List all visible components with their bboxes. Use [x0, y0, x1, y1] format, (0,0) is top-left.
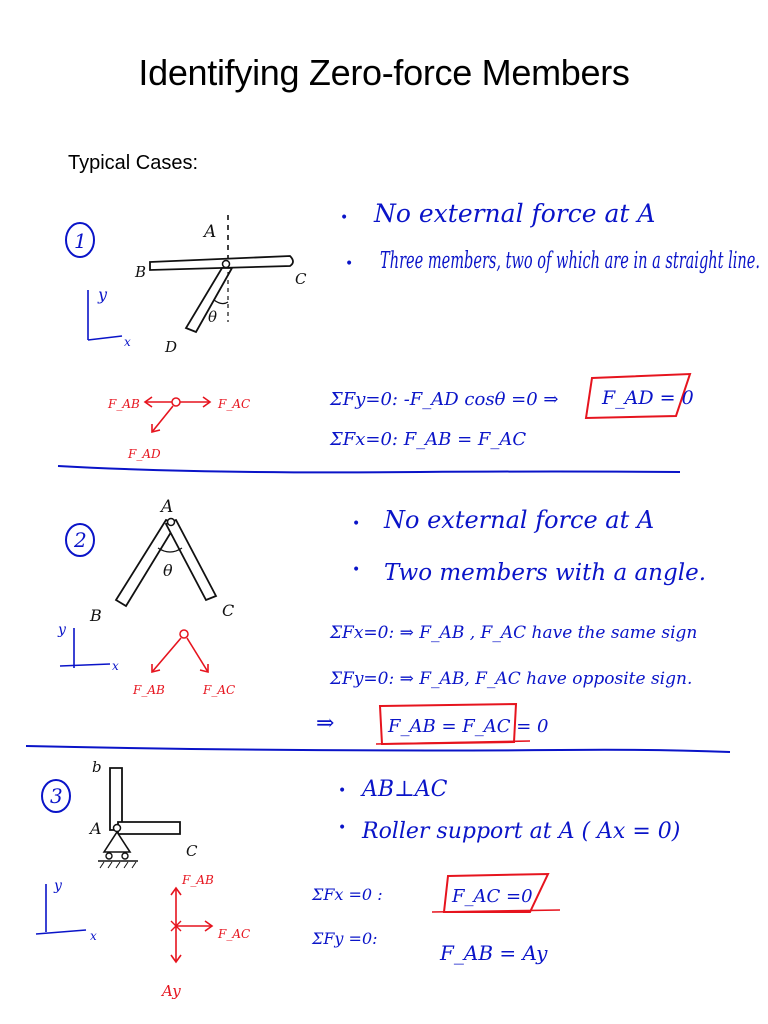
fbd-force-ay: Ay: [162, 982, 181, 1000]
label-b: B: [90, 606, 102, 625]
label-theta: θ: [163, 561, 173, 580]
case-2-notes: [352, 506, 706, 586]
label-b: b: [92, 758, 102, 776]
label-b: B: [135, 263, 147, 281]
case-3-eq-1: ΣFx =0 :: [312, 885, 383, 904]
divider-1: [58, 466, 680, 472]
case-1-axes: [88, 285, 131, 349]
case-1-fbd: [107, 397, 250, 461]
case-3-truss: [88, 758, 198, 868]
case-1: [66, 199, 760, 461]
label-a: A: [204, 222, 217, 242]
joint-a: [168, 519, 175, 526]
case-2-note-2: Two members with a angle.: [384, 560, 706, 586]
case-3-axes: [36, 878, 97, 943]
member-ac: [166, 520, 216, 600]
case-2-fbd: [132, 630, 235, 697]
case-3-notes: [338, 777, 680, 844]
case-2-axes: [57, 622, 119, 673]
case-1-note-1: No external force at A: [374, 199, 656, 228]
joint-a: [114, 825, 121, 832]
implies-arrow: ⇒: [316, 711, 335, 736]
case-1-eq-1: ΣFy=0: -F_AD cosθ =0 ⇒: [330, 389, 559, 410]
fbd-force-ac: F_AC: [203, 683, 236, 697]
fbd-force-ad: F_AD: [128, 447, 161, 461]
axis-x-label: x: [90, 929, 97, 943]
case-3-result: F_AC =0: [452, 886, 533, 907]
case-3-note-1: AB⊥AC: [362, 777, 448, 802]
case-3-fbd: [160, 873, 250, 1000]
svg-text:•: •: [345, 256, 354, 272]
svg-text:•: •: [340, 210, 349, 226]
roller-support: [104, 832, 130, 852]
svg-text:•: •: [338, 783, 347, 799]
label-theta: θ: [208, 308, 218, 326]
page-subtitle: Typical Cases:: [68, 152, 199, 174]
label-c: C: [186, 842, 198, 860]
case-1-notes: [340, 199, 760, 274]
svg-text:•: •: [352, 516, 361, 532]
label-c: C: [295, 270, 307, 288]
case-3-note-2: Roller support at A ( Ax = 0): [362, 819, 681, 844]
label-d: D: [165, 338, 178, 356]
case-2: [57, 497, 706, 744]
case-1-note-2: Three members, two of which are in a straight line.: [380, 248, 760, 274]
divider-2: [26, 746, 730, 752]
axis-y-label: y: [98, 285, 108, 304]
axis-x-label: x: [112, 659, 119, 673]
case-3-number: 3: [50, 784, 63, 808]
case-1-number: 1: [74, 229, 87, 253]
axis-x-label: x: [124, 335, 131, 349]
member-ab: [110, 768, 122, 830]
case-2-eq-2: ΣFy=0: ⇒ F_AB, F_AC have opposite sign.: [330, 669, 693, 689]
case-2-equations: [316, 623, 697, 744]
case-3: [36, 758, 680, 1000]
case-2-truss: [89, 497, 234, 625]
case-1-equations: [329, 374, 694, 450]
label-a: A: [90, 819, 102, 838]
label-c: C: [222, 601, 235, 620]
case-3-result-2: F_AB = Ay: [440, 941, 548, 965]
page-title: Identifying Zero-force Members: [138, 52, 630, 93]
case-1-eq-2: ΣFx=0: F_AB = F_AC: [330, 429, 527, 450]
case-3-equations: [311, 874, 560, 965]
label-a: A: [161, 497, 174, 517]
case-2-result: F_AB = F_AC = 0: [388, 716, 549, 737]
fbd-force-ab: F_AB: [182, 873, 214, 887]
joint-a: [223, 261, 230, 268]
case-2-number: 2: [74, 528, 87, 552]
case-2-eq-1: ΣFx=0: ⇒ F_AB , F_AC have the same sign: [330, 623, 698, 643]
member-ac: [118, 822, 180, 834]
case-1-truss: [134, 215, 307, 356]
axis-y-label: y: [58, 622, 66, 638]
fbd-force-ab: F_AB: [133, 683, 165, 697]
fbd-force-ac: F_AC: [218, 397, 251, 411]
fbd-force-ab: F_AB: [108, 397, 140, 411]
case-3-eq-2: ΣFy =0:: [312, 929, 378, 948]
svg-text:•: •: [338, 820, 347, 836]
angle-arc: [214, 300, 228, 304]
axis-y-label: y: [54, 878, 62, 894]
svg-text:•: •: [352, 562, 361, 578]
case-2-note-1: No external force at A: [384, 506, 655, 534]
fbd-force-ac: F_AC: [218, 927, 251, 941]
case-1-result: F_AD = 0: [602, 387, 694, 409]
